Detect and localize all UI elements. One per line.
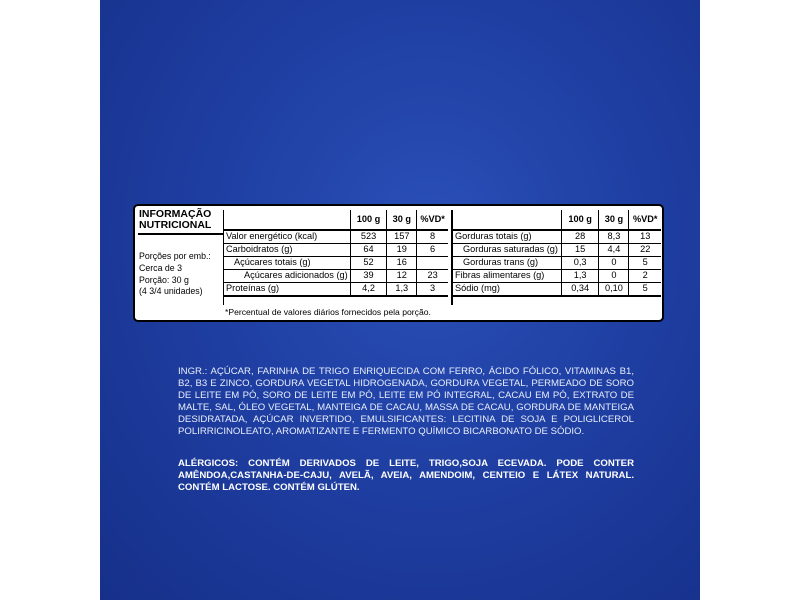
value-vd: 13 bbox=[629, 230, 661, 243]
header-30g: 30 g bbox=[387, 210, 417, 230]
header-vd: %VD* bbox=[629, 210, 661, 230]
table-row bbox=[453, 243, 661, 256]
value-vd: 23 bbox=[417, 269, 448, 282]
header-blank bbox=[224, 210, 350, 230]
table-row bbox=[453, 282, 661, 295]
value-vd: 22 bbox=[629, 243, 661, 256]
nutrition-facts-table bbox=[133, 204, 664, 322]
allergens-text: ALÉRGICOS: CONTÉM DERIVADOS DE LEITE, TRIGO,SOJA ECEVADA. PODE CONTER AMÊNDOA,CASTANHA-DE-CAJU, AVELÃ, AVEIA, AMENDOIM, CENTEIO E LÁTEX NATURAL. CONTÉM LACTOSE. CONTÉM GLÚTEN. bbox=[178, 458, 634, 493]
value-30g: 19 bbox=[387, 243, 417, 256]
value-100g: 0,3 bbox=[561, 256, 599, 269]
title-line-1: INFORMAÇÃO bbox=[139, 208, 212, 220]
value-100g: 15 bbox=[561, 243, 599, 256]
value-vd: 8 bbox=[417, 230, 448, 243]
header-100g: 100 g bbox=[561, 210, 599, 230]
value-vd bbox=[417, 256, 448, 269]
table-row bbox=[224, 269, 448, 282]
value-vd: 5 bbox=[629, 256, 661, 269]
portion-info bbox=[139, 251, 224, 298]
value-100g: 28 bbox=[561, 230, 599, 243]
ingredients-text: INGR.: AÇÚCAR, FARINHA DE TRIGO ENRIQUECIDA COM FERRO, ÁCIDO FÓLICO, VITAMINAS B1, B2, B3 E ZINCO, GORDURA VEGETAL HIDROGENADA, GORDURA VEGETAL, PERMEADO DE SORO DE LEITE EM PÓ, SORO DE LEITE EM PÓ, LEITE EM PÓ INTEGRAL, CACAU EM PÓ, EXTRATO DE MALTE, SAL, ÓLEO VEGETAL, MANTEIGA DE CACAU, MASSA DE CACAU, GORDURA DE MANTEIGA DESIDRATADA, AÇÚCAR INVERTIDO, EMULSIFICANTES: LECITINA DE SOJA E POLIGLICEROL POLIRRICINOLEATO, AROMATIZANTE E FERMENTO QUÍMICO BICARBONATO DE SÓDIO. bbox=[178, 366, 634, 437]
value-100g: 52 bbox=[350, 256, 387, 269]
table-header-row bbox=[224, 210, 448, 230]
header-100g: 100 g bbox=[350, 210, 387, 230]
value-30g: 0 bbox=[599, 269, 629, 282]
table-row bbox=[453, 256, 661, 269]
nutrient-label: Açúcares adicionados (g) bbox=[224, 269, 350, 282]
portion-line: Porção: 30 g bbox=[139, 274, 189, 285]
value-30g: 16 bbox=[387, 256, 417, 269]
header-blank bbox=[453, 210, 561, 230]
value-30g: 157 bbox=[387, 230, 417, 243]
nutrient-label: Proteínas (g) bbox=[224, 282, 350, 295]
title-rule bbox=[138, 233, 223, 235]
portion-line: (4 3/4 unidades) bbox=[139, 286, 203, 297]
value-100g: 39 bbox=[350, 269, 387, 282]
footnote: *Percentual de valores diários fornecidos pela porção. bbox=[225, 307, 431, 317]
table-row bbox=[224, 282, 448, 295]
nutrient-label: Valor energético (kcal) bbox=[224, 230, 350, 243]
nutrient-label: Carboidratos (g) bbox=[224, 243, 350, 256]
nutrient-label: Sódio (mg) bbox=[453, 282, 561, 295]
nutrient-label: Gorduras totais (g) bbox=[453, 230, 561, 243]
table-row bbox=[224, 256, 448, 269]
table-row bbox=[453, 269, 661, 282]
nutrient-label: Gorduras saturadas (g) bbox=[453, 243, 561, 256]
table-row bbox=[224, 243, 448, 256]
value-100g: 523 bbox=[350, 230, 387, 243]
value-30g: 1,3 bbox=[387, 282, 417, 295]
value-30g: 0 bbox=[599, 256, 629, 269]
header-vd: %VD* bbox=[417, 210, 448, 230]
header-30g: 30 g bbox=[599, 210, 629, 230]
value-30g: 8,3 bbox=[599, 230, 629, 243]
value-100g: 1,3 bbox=[561, 269, 599, 282]
nutrition-left-table bbox=[224, 210, 448, 297]
table-row bbox=[224, 230, 448, 243]
value-100g: 0,34 bbox=[561, 282, 599, 295]
value-30g: 4,4 bbox=[599, 243, 629, 256]
portion-line: Cerca de 3 bbox=[139, 262, 183, 273]
table-row bbox=[453, 230, 661, 243]
nutrient-label: Gorduras trans (g) bbox=[453, 256, 561, 269]
nutrition-right-table bbox=[453, 210, 661, 297]
value-vd: 2 bbox=[629, 269, 661, 282]
package-panel bbox=[100, 0, 700, 600]
nutrition-title bbox=[139, 209, 219, 231]
value-30g: 12 bbox=[387, 269, 417, 282]
value-100g: 4,2 bbox=[350, 282, 387, 295]
nutrient-label: Açúcares totais (g) bbox=[224, 256, 350, 269]
value-vd: 5 bbox=[629, 282, 661, 295]
value-100g: 64 bbox=[350, 243, 387, 256]
title-line-2: NUTRICIONAL bbox=[139, 219, 212, 231]
value-30g: 0,10 bbox=[599, 282, 629, 295]
portion-line: Porções por emb.: bbox=[139, 251, 211, 261]
table-header-row bbox=[453, 210, 661, 230]
value-vd: 6 bbox=[417, 243, 448, 256]
value-vd: 3 bbox=[417, 282, 448, 295]
nutrient-label: Fibras alimentares (g) bbox=[453, 269, 561, 282]
